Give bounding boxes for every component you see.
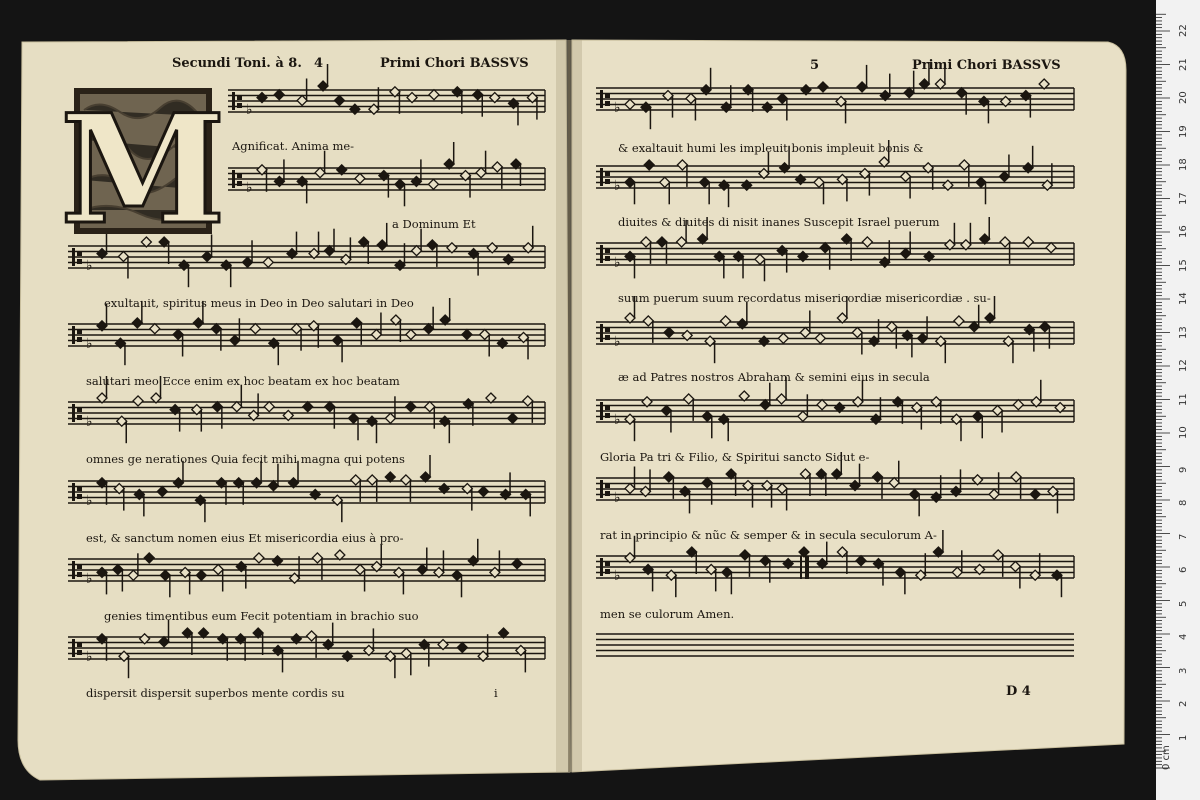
ruler-mark-label: 19 — [1178, 124, 1189, 138]
right-lyric-line-3: suum puerum suum recordatus misericordiæ misericordiæ . su- — [618, 291, 991, 305]
svg-text:♭: ♭ — [614, 568, 621, 584]
svg-text:♭: ♭ — [86, 414, 93, 430]
initial-letter: M — [59, 82, 227, 258]
svg-text:♭: ♭ — [86, 571, 93, 587]
ruler-mark-label: 3 — [1178, 667, 1189, 674]
left-lyric-line-1: Agnificat. Anima me- — [232, 139, 355, 153]
ruler-mark-label: 8 — [1178, 499, 1189, 506]
svg-text:♭: ♭ — [86, 493, 93, 509]
svg-text:♭: ♭ — [614, 334, 621, 350]
left-signature: i — [494, 686, 498, 700]
svg-text:♭: ♭ — [614, 412, 621, 428]
ruler-mark-label: 2 — [1178, 700, 1189, 707]
ruler-mark-label: 15 — [1178, 258, 1189, 272]
left-tone-header: Secundi Toni. à 8. — [172, 56, 302, 71]
ruler-mark-label: 18 — [1178, 158, 1189, 171]
left-page-number: 4 — [314, 56, 324, 71]
right-lyric-line-5: Gloria Pa tri & Filio, & Spiritui sancto Sicut e- — [600, 450, 870, 464]
left-lyric-line-3: exultauit, spiritus meus in Deo in Deo salutari in Deo — [104, 296, 414, 310]
left-lyric-line-6: est, & sanctum nomen eius Et misericordia eius à pro- — [86, 531, 404, 545]
ruler-unit-label: 0 cm — [1161, 745, 1172, 770]
svg-text:♭: ♭ — [614, 100, 621, 116]
ruler-mark-label: 13 — [1178, 325, 1189, 339]
ruler-mark-label: 16 — [1178, 225, 1189, 238]
right-lyric-line-4: æ ad Patres nostros Abraham & semini eius in secula — [618, 370, 930, 384]
svg-text:♭: ♭ — [86, 258, 93, 274]
right-signature-mark: D 4 — [1006, 684, 1031, 699]
ruler-mark-label: 5 — [1178, 600, 1189, 607]
svg-text:♭: ♭ — [86, 336, 93, 352]
svg-text:♭: ♭ — [86, 649, 93, 665]
right-lyric-line-1: & exaltauit humi les impleuit bonis impleuit bonis & — [618, 141, 924, 155]
svg-text:♭: ♭ — [614, 255, 621, 271]
svg-text:♭: ♭ — [614, 490, 621, 506]
svg-text:♭: ♭ — [246, 180, 253, 196]
ruler-mark-label: 10 — [1178, 426, 1189, 439]
right-voice-header: Primi Chori BASSVS — [912, 58, 1061, 73]
ruler-mark-label: 7 — [1178, 533, 1189, 540]
ruler-mark-label: 12 — [1178, 359, 1189, 372]
ruler-mark-label: 21 — [1178, 57, 1189, 71]
ruler-mark-label: 14 — [1178, 292, 1189, 305]
woodcut-initial — [60, 82, 226, 258]
ruler-mark-label: 4 — [1178, 633, 1189, 640]
ruler-mark-label: 20 — [1178, 91, 1189, 104]
right-lyric-line-6: rat in principio & nũc & semper & in secula seculorum A- — [600, 528, 937, 542]
left-lyric-line-4: salutari meo Ecce enim ex hoc beatam ex hoc beatam — [86, 374, 400, 388]
ruler-mark-label: 17 — [1178, 191, 1189, 205]
right-lyric-line-7: men se culorum Amen. — [600, 607, 735, 621]
svg-text:♭: ♭ — [614, 178, 621, 194]
svg-text:♭: ♭ — [246, 102, 253, 118]
left-lyric-line-7: genies timentibus eum Fecit potentiam in brachio suo — [104, 609, 419, 623]
left-voice-header: Primi Chori BASSVS — [380, 56, 529, 71]
left-lyric-line-2: a Dominum Et — [392, 217, 476, 231]
ruler-mark-label: 6 — [1178, 566, 1189, 573]
left-lyric-line-5: omnes ge nerationes Quia fecit mihi magna qui potens — [86, 452, 405, 466]
right-page-number: 5 — [810, 58, 820, 73]
right-lyric-line-2: diuites & diuites di nisit inanes Suscepit Israel puerum — [618, 215, 940, 229]
ruler-mark-label: 11 — [1178, 392, 1189, 406]
ruler-mark-label: 1 — [1178, 734, 1189, 741]
ruler-mark-label: 22 — [1178, 24, 1189, 37]
ruler-mark-label: 9 — [1178, 466, 1189, 473]
left-lyric-line-8: dispersit dispersit superbos mente cordis su — [86, 686, 345, 700]
